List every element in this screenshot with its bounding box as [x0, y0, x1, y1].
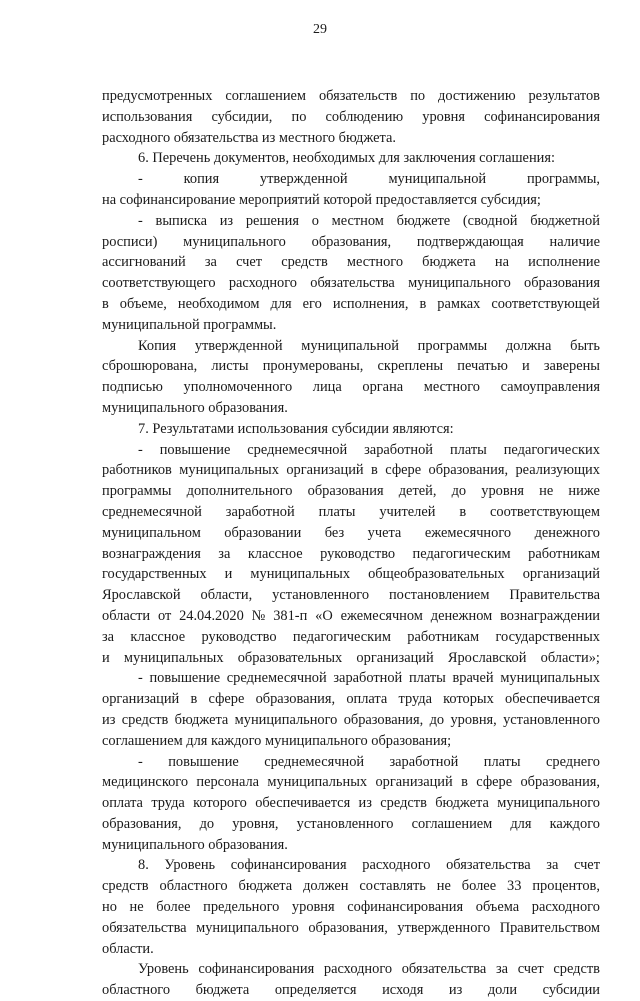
text-line: росписи) муниципального образования, подтверждающая наличие [102, 233, 600, 250]
text-line: - повышение среднемесячной заработной платы педагогических [138, 441, 600, 458]
text-line: сброшюрована, листы пронумерованы, скреплены печатью и заверены [102, 358, 600, 375]
text-line: муниципального образования. [102, 399, 288, 416]
text-line: - повышение среднемесячной заработной платы среднего [138, 753, 600, 770]
text-line: из средств бюджета муниципального образования, до уровня, установленного [102, 711, 600, 728]
text-line: образования, до уровня, установленного соглашением для каждого [102, 815, 600, 832]
text-line: на софинансирование мероприятий которой предоставляется субсидия; [102, 191, 541, 208]
text-line: Уровень софинансирования расходного обязательства за счет средств [138, 961, 600, 978]
text-line: Ярославской области, установленного постановлением Правительства [102, 587, 600, 604]
text-line: ассигнований за счет средств местного бюджета на исполнение [102, 254, 600, 271]
text-line: - повышение среднемесячной заработной платы врачей муниципальных [138, 670, 600, 687]
text-line: областного бюджета определяется исходя из доли субсидии [102, 982, 600, 999]
text-line: 7. Результатами использования субсидии являются: [138, 420, 454, 437]
text-line: работников муниципальных организаций в сфере образования, реализующих [102, 462, 600, 479]
text-line: программы дополнительного образования детей, до уровня не ниже [102, 483, 600, 500]
text-line: соответствующего расходного обязательства муниципального образования [102, 275, 600, 292]
text-line: средств областного бюджета должен составлять не более 33 процентов, [102, 878, 600, 895]
text-line: за классное руководство педагогическим работникам государственных [102, 628, 600, 645]
text-line: муниципального образования. [102, 836, 288, 853]
text-line: Копия утвержденной муниципальной программы должна быть [138, 337, 600, 354]
text-line: - копия утвержденной муниципальной программы, [138, 171, 600, 188]
text-line: области от 24.04.2020 № 381-п «О ежемесячном денежном вознаграждении [102, 607, 600, 624]
text-line: в объеме, необходимом для его исполнения, в рамках соответствующей [102, 295, 600, 312]
text-line: среднемесячной заработной платы учителей в соответствующем [102, 503, 600, 520]
text-line: муниципальной программы. [102, 316, 277, 333]
text-line: организаций в сфере образования, оплата труда которых обеспечивается [102, 691, 600, 708]
text-line: области. [102, 940, 154, 957]
text-line: расходного обязательства из местного бюджета. [102, 129, 396, 146]
text-line: обязательства муниципального образования, утвержденного Правительством [102, 919, 600, 936]
text-line: 8. Уровень софинансирования расходного обязательства за счет [138, 857, 600, 874]
text-line: муниципальном образовании без учета ежемесячного денежного [102, 524, 600, 541]
document-body [102, 86, 600, 1001]
text-line: медицинского персонала муниципальных организаций в сфере образования, [102, 774, 600, 791]
text-line: соглашением для каждого муниципального образования; [102, 732, 452, 749]
text-line: вознаграждения за классное руководство педагогическим работникам [102, 545, 600, 562]
text-line: государственных и муниципальных общеобразовательных организаций [102, 566, 600, 583]
text-line: подписью уполномоченного лица органа местного самоуправления [102, 379, 600, 396]
text-line: 6. Перечень документов, необходимых для заключения соглашения: [138, 150, 555, 167]
text-line: предусмотренных соглашением обязательств по достижению результатов [102, 88, 600, 104]
text-line: но не более предельного уровня софинансирования объема расходного [102, 899, 600, 916]
text-line: и муниципальных образовательных организаций Ярославской области»; [102, 649, 600, 666]
text-line: оплата труда которого обеспечивается из средств бюджета муниципального [102, 795, 600, 812]
text-line: использования субсидии, по соблюдению уровня софинансирования [102, 108, 600, 125]
page-number: 29 [313, 22, 327, 37]
text-line: - выписка из решения о местном бюджете (сводной бюджетной [138, 212, 600, 229]
